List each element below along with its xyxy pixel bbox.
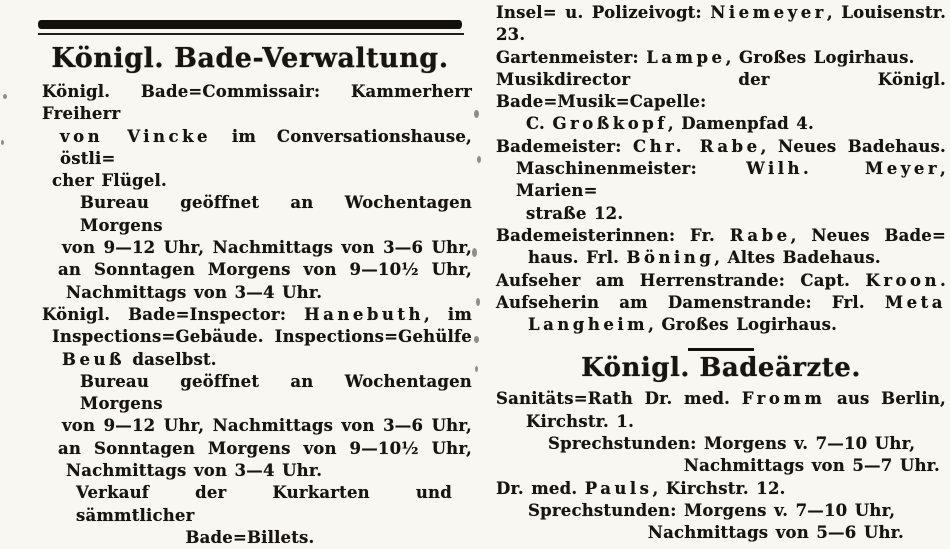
text-line [28, 349, 472, 371]
text-line [496, 225, 946, 247]
entry-polizeivogt [496, 2, 946, 47]
section-title-badeaerzte: Königl. Badeärzte. [581, 353, 861, 384]
text-segment: daselbst. [124, 349, 217, 369]
text-line: Nachmittags von 3—4 Uhr. [66, 461, 323, 481]
person-name: Chr. Rabe [632, 136, 761, 156]
entry-sprechstunden-pauls [496, 500, 946, 545]
text-segment: , Großes Logirhaus. [648, 315, 838, 335]
text-line: Inspections=Gebäude. Inspections=Gehülfe [52, 327, 472, 347]
text-line: Nachmittags von 3—4 Uhr. [66, 282, 323, 302]
text-line [496, 388, 946, 410]
text-segment: Aufseherin am Damenstrande: Frl. [496, 292, 885, 312]
text-segment: Sanitäts=Rath [496, 389, 645, 409]
person-name: Niemeyer [710, 3, 827, 22]
ink-speck [1, 140, 4, 145]
text-line: straße 12. [526, 203, 624, 223]
ink-speck [474, 336, 479, 343]
text-line: Bureau geöffnet an Wochentagen Morgens [80, 371, 472, 414]
entry-dr-fromm [496, 388, 946, 433]
text-segment: , Neues Badehaus. [760, 136, 946, 156]
text-segment: Königl. Bade=Inspector: [42, 304, 305, 324]
text-segment: Bademeister: [496, 136, 633, 156]
text-line: Nachmittags von 5—6 Uhr. [647, 523, 904, 543]
person-name: von Vincke [60, 126, 212, 146]
text-line [28, 126, 472, 171]
text-line: von 9—12 Uhr, Nachmittags von 3—6 Uhr, [62, 238, 472, 258]
entry-bademeister [496, 136, 946, 158]
section-title-bade-verwaltung: Königl. Bade-Verwaltung. [51, 43, 449, 74]
entry-aufseherin-damenstrand [496, 292, 946, 337]
entry-dr-pauls [496, 478, 946, 500]
person-name: Meta [884, 292, 946, 312]
person-name: Lampe [646, 47, 726, 67]
text-line: Königl. Bade=Commissair: Kammerherr Freiherr [42, 82, 472, 124]
person-name: Beuß [62, 349, 125, 369]
text-segment: , Louisenstr. 23. [496, 3, 947, 45]
entry-bade-commissair [28, 81, 472, 192]
right-column [496, 2, 946, 545]
text-line: Nachmittags von 5—7 Uhr. [683, 456, 940, 476]
latin-text: Dr. med. [644, 389, 742, 409]
latin-text: Dr. med. [496, 478, 585, 498]
person-name: Rabe [729, 225, 791, 245]
entry-maschinenmeister [496, 158, 946, 225]
text-segment: haus. Frl. [528, 248, 627, 268]
text-segment: C. [526, 114, 553, 134]
text-segment: Insel= u. Polizeivogt: [496, 3, 711, 22]
text-segment: , Neues Bade= [790, 225, 946, 245]
ink-speck [3, 94, 7, 99]
text-line: Bureau geöffnet an Wochentagen Morgens [80, 193, 472, 235]
person-name: Hanebuth [304, 304, 424, 324]
text-segment: , Kirchstr. 12. [652, 478, 786, 498]
text-segment: . [940, 270, 946, 290]
person-name: Wilh. Meyer [746, 159, 941, 179]
entry-bureau-hours-2 [28, 371, 472, 482]
entry-bureau-hours-1 [28, 192, 472, 303]
person-name: Großkopf [552, 114, 668, 134]
ink-speck [474, 110, 479, 118]
person-name: Fromm [741, 389, 826, 409]
text-segment: , Altes Badehaus. [714, 248, 881, 268]
text-line: Kirchstr. 1. [526, 411, 635, 431]
entry-aufseher-herrenstrand [496, 270, 946, 292]
left-column [28, 20, 472, 549]
top-rule-thick [38, 20, 462, 29]
text-segment: , im [424, 304, 472, 324]
person-name: Langheim [528, 315, 649, 335]
text-line [496, 158, 946, 203]
entry-musikdirector [496, 69, 946, 136]
text-segment: , Damenpfad 4. [667, 114, 814, 134]
ink-speck [476, 298, 480, 306]
top-rule-thin [38, 33, 464, 35]
person-name: Kroon [865, 270, 941, 290]
text-line [496, 247, 946, 269]
text-line [28, 304, 472, 326]
text-line [496, 113, 946, 135]
text-segment: Maschinenmeister: [516, 159, 747, 179]
text-line: Sprechstunden: Morgens v. 7—10 Uhr, [548, 434, 916, 454]
text-line: Sprechstunden: Morgens v. 7—10 Uhr, [528, 500, 896, 520]
text-line: Bade=Billets. [185, 527, 315, 547]
text-segment: Gartenmeister: [496, 47, 647, 67]
ink-speck [472, 248, 477, 257]
entry-gartenmeister [496, 47, 946, 69]
text-line: von 9—12 Uhr, Nachmittags von 3—6 Uhr, [62, 416, 472, 436]
text-line: an Sonntagen Morgens von 9—10½ Uhr, [58, 438, 472, 458]
ink-speck [475, 366, 478, 372]
text-segment: , Großes Logirhaus. [725, 47, 915, 67]
entry-bade-inspector [28, 304, 472, 371]
text-line [496, 292, 946, 314]
text-line: cher Flügel. [52, 171, 167, 191]
entry-sprechstunden-fromm [496, 433, 946, 478]
text-segment: Bademeisterinnen: Fr. [496, 225, 730, 245]
text-segment: , Marien= [516, 159, 946, 201]
section-divider-rule [688, 348, 754, 351]
entry-bademeisterinnen [496, 225, 946, 270]
person-name: Pauls [584, 478, 653, 498]
text-line: an Sonntagen Morgens von 9—10½ Uhr, [58, 260, 472, 280]
text-segment: aus Berlin, [825, 389, 946, 409]
entry-kurkarten-verkauf [28, 482, 472, 549]
text-line: Verkauf der Kurkarten und sämmtlicher [76, 483, 452, 525]
text-segment: Aufseher am Herrenstrande: Capt. [496, 270, 866, 290]
text-line: Musikdirector der Königl. Bade=Musik=Capelle: [496, 69, 946, 112]
ink-speck [477, 156, 481, 163]
person-name: Böning [626, 248, 715, 268]
text-line [496, 314, 946, 336]
text-segment: im Conversationshause, östli= [60, 126, 473, 168]
